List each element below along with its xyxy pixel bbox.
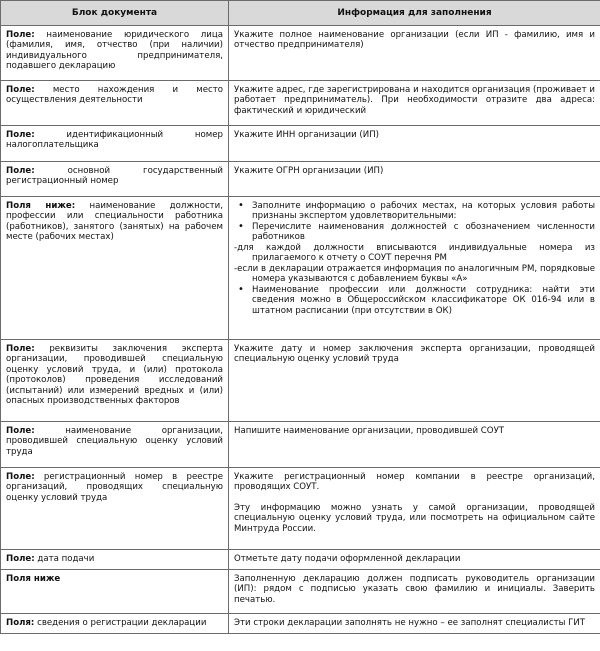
info-cell: Отметьте дату подачи оформленной декларации <box>229 550 600 570</box>
info-cell: Напишите наименование организации, проводившей СОУТ <box>229 422 600 468</box>
label-text: дата подачи <box>34 554 95 564</box>
label-bold: Поле: <box>6 554 35 564</box>
block-cell <box>1 162 229 197</box>
label-text: реквизиты заключения эксперта организации, проводившей специальную оценку условий труда, и (или) протокола (протоколов) проведения исследований (испытаний) или измерений вредных и (или) опасных производственных факторов <box>6 344 223 407</box>
info-cell <box>229 197 600 340</box>
table-row <box>1 81 600 126</box>
table-header-row <box>1 1 600 26</box>
table-row <box>1 550 600 570</box>
block-cell <box>1 197 229 340</box>
list-item: • Наименование профессии или должности сотрудника: найти эти сведения можно в Общероссийском классификаторе ОК 016-94 или в штатном расписании (при отсутствии в ОК) <box>234 285 595 316</box>
block-cell <box>1 26 229 81</box>
table-row <box>1 570 600 614</box>
table-row <box>1 340 600 422</box>
info-cell: Укажите дату и номер заключения эксперта организации, проводящей специальную оценку условий труда <box>229 340 600 422</box>
table-row <box>1 197 600 340</box>
label-text: наименование организации, проводившей специальную оценку условий труда <box>6 426 223 457</box>
info-cell <box>229 468 600 550</box>
table-row <box>1 468 600 550</box>
list-item: • Перечислите наименования должностей с обозначением численности работников <box>234 222 595 243</box>
table-row <box>1 26 600 81</box>
block-cell <box>1 550 229 570</box>
table-row <box>1 162 600 197</box>
label-bold: Поле: <box>6 130 35 140</box>
block-cell <box>1 570 229 614</box>
header-block: Блок документа <box>1 1 229 26</box>
block-cell <box>1 614 229 634</box>
label-text: регистрационный номер в реестре организаций, проводящих специальную оценку условий труда <box>6 472 223 503</box>
block-cell <box>1 126 229 162</box>
label-bold: Поля ниже <box>6 574 61 584</box>
label-bold: Поле: <box>6 426 35 436</box>
list-item: -если в декларации отражается информация по аналогичным РМ, порядковые номера указываются с добавлением буквы «А» <box>234 263 595 285</box>
label-bold: Поле: <box>6 472 35 482</box>
label-text: место нахождения и место осуществления деятельности <box>6 85 223 106</box>
label-text: основной государственный регистрационный номер <box>6 166 223 187</box>
info-cell: Укажите полное наименование организации (если ИП - фамилию, имя и отчество предпринимателя) <box>229 26 600 81</box>
label-bold: Поле: <box>6 344 35 354</box>
table-row <box>1 422 600 468</box>
label-text: идентификационный номер налогоплательщика <box>6 130 223 151</box>
block-cell <box>1 468 229 550</box>
label-text: наименование должности, профессии или специальности работника (работников), занятого (занятых) на рабочем месте (рабочих местах) <box>6 201 223 243</box>
label-text: сведения о регистрации декларации <box>34 618 207 628</box>
info-note: Эту информацию можно узнать у самой организации, проводящей специальную оценку условий труда, или посмотреть на официальном сайте Минтруда России. <box>234 502 595 534</box>
info-cell: Укажите адрес, где зарегистрирована и находится организация (проживает и работает предприниматель). При необходимости отразите два адреса: фактический и юридический <box>229 81 600 126</box>
block-cell <box>1 422 229 468</box>
label-bold: Поле: <box>6 85 35 95</box>
header-info: Информация для заполнения <box>229 1 600 26</box>
table-row <box>1 126 600 162</box>
list-item: -для каждой должности вписываются индивидуальные номера из прилагаемого к отчету о СОУТ перечня РМ <box>234 242 595 264</box>
info-cell: Укажите ОГРН организации (ИП) <box>229 162 600 197</box>
block-cell <box>1 81 229 126</box>
info-cell: Укажите ИНН организации (ИП) <box>229 126 600 162</box>
label-bold: Поле: <box>6 166 35 176</box>
bullet-list <box>234 201 595 316</box>
info-cell: Эти строки декларации заполнять не нужно – ее заполнят специалисты ГИТ <box>229 614 600 634</box>
label-bold: Поля: <box>6 618 35 628</box>
info-text: Укажите регистрационный номер компании в реестре организаций, проводящих СОУТ. <box>234 472 595 493</box>
list-item: • Заполните информацию о рабочих местах, на которых условия работы признаны экспертом удовлетворительными: <box>234 201 595 222</box>
table-row <box>1 614 600 634</box>
info-cell: Заполненную декларацию должен подписать руководитель организации (ИП): рядом с подписью указать свою фамилию и инициалы. Заверить печатью. <box>229 570 600 614</box>
label-text: наименование юридического лица (фамилия, имя, отчество (при наличии) индивидуального предпринимателя, подавшего декларацию <box>6 30 223 72</box>
label-bold: Поле: <box>6 30 35 40</box>
block-cell <box>1 340 229 422</box>
label-bold: Поля ниже: <box>6 201 76 211</box>
